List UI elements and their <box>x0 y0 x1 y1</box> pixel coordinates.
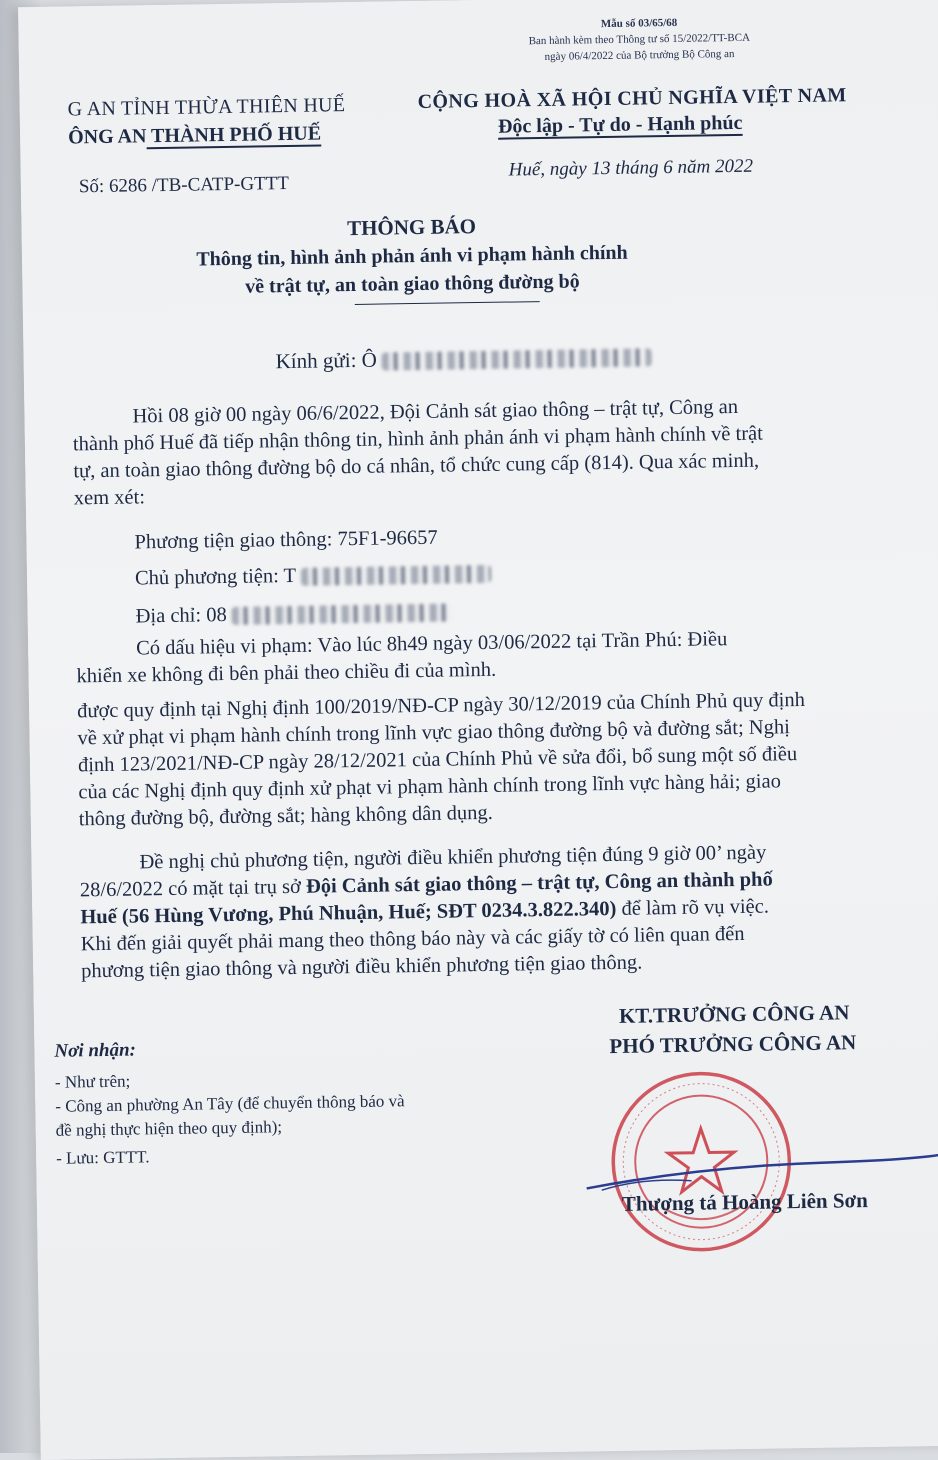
owner-line <box>135 562 491 591</box>
signature-title-2: PHÓ TRƯỞNG CÔNG AN <box>609 1030 857 1059</box>
para1-line3: tự, an toàn giao thông đường bộ do cá nhân, tổ chức cung cấp (814). Qua xác minh, <box>73 449 760 483</box>
subtitle-underline <box>355 301 540 305</box>
regulation-line2: về xử phạt vi phạm hành chính trong lĩnh vực giao thông đường bộ và đường sắt; Nghị <box>77 716 790 750</box>
form-issued-with: Ban hành kèm theo Thông tư số 15/2022/TT-BCA <box>528 31 751 48</box>
para1-line4: xem xét: <box>73 486 146 510</box>
signer-name: Thượng tá Hoàng Liên Sơn <box>621 1188 869 1216</box>
redacted-recipient-name <box>382 348 652 370</box>
request-line2-text: 28/6/2022 có mặt tại trụ sở <box>79 875 307 902</box>
request-line1: Đề nghị chủ phương tiện, người điều khiển phương tiện đúng 9 giờ 00’ ngày <box>139 841 767 874</box>
violation-line1: Có dấu hiệu vi phạm: Vào lúc 8h49 ngày 03/06/2022 tại Trần Phú: Điều <box>135 628 728 660</box>
regulation-line5: thông đường bộ, đường sắt; hàng không dân dụng. <box>78 801 493 831</box>
owner-label: Chủ phương tiện: T <box>134 564 296 590</box>
para1-line1: Hồi 08 giờ 00 ngày 06/6/2022, Đội Cảnh sát giao thông – trật tự, Công an <box>132 395 739 428</box>
para1-line2: thành phố Huế đã tiếp nhận thông tin, hình ảnh phản ánh vi phạm hành chính về trật <box>72 422 764 456</box>
request-line2-bold: Đội Cảnh sát giao thông – trật tự, Công an thành phố <box>305 868 773 898</box>
request-line3-text: để làm rõ vụ việc. <box>616 895 770 920</box>
place-date: Huế, ngày 13 tháng 6 năm 2022 <box>508 155 754 181</box>
document-number: Số: 6286 /TB-CATP-GTTT <box>78 172 290 198</box>
recipient-item-2: - Công an phường An Tây (để chuyển thông báo và <box>55 1091 405 1116</box>
form-note <box>528 14 750 65</box>
org-parent: G AN TỈNH THỪA THIÊN HUẾ <box>67 94 346 121</box>
document-page <box>18 0 938 1460</box>
national-motto: Độc lập - Tự do - Hạnh phúc <box>497 111 743 138</box>
org-name <box>68 122 321 149</box>
doc-subtitle-1: Thông tin, hình ảnh phản ánh vi phạm hành chính <box>196 241 628 271</box>
recipient-item-2-cont: đề nghị thực hiện theo quy định); <box>55 1117 283 1140</box>
nation-title: CỘNG HOÀ XÃ HỘI CHỦ NGHĨA VIỆT NAM <box>417 84 847 113</box>
recipient-item-3: - Lưu: GTTT. <box>55 1147 150 1168</box>
redacted-address <box>232 604 452 625</box>
regulation-line4: của các Nghị định quy định xử phạt vi phạm hành chính trong lĩnh vực hàng hải; giao <box>78 770 782 804</box>
form-number: Mẫu số 03/65/68 <box>600 16 678 31</box>
org-name-part-b: THÀNH PHỐ HUẾ <box>146 122 322 148</box>
vehicle-line: Phương tiện giao thông: 75F1-96657 <box>134 526 438 554</box>
org-name-part-a: ÔNG AN <box>67 125 147 149</box>
address-label: Địa chỉ: 08 <box>135 604 227 628</box>
signature-title-1: KT.TRƯỞNG CÔNG AN <box>618 1000 850 1028</box>
regulation-line1: được quy định tại Nghị định 100/2019/NĐ-CP ngày 30/12/2019 của Chính Phủ quy định <box>76 688 806 723</box>
recipient-item-1: - Như trên; <box>54 1071 131 1092</box>
violation-line2: khiển xe không đi bên phải theo chiều đi của mình. <box>76 658 497 688</box>
doc-title: THÔNG BÁO <box>346 214 477 241</box>
recipients-heading: Nơi nhận: <box>54 1039 137 1062</box>
request-line5: phương tiện giao thông và người điều khiển phương tiện giao thông. <box>81 951 643 983</box>
request-line3-bold: Huế (56 Hùng Vương, Phú Nhuận, Huế; SĐT 0234.3.822.340) <box>80 897 617 929</box>
doc-subtitle-2: về trật tự, an toàn giao thông đường bộ <box>245 270 580 298</box>
recipient-line <box>275 343 652 374</box>
form-issued-date: ngày 06/4/2022 của Bộ trưởng Bộ Công an <box>544 47 735 63</box>
redacted-owner-name <box>301 565 491 586</box>
recipient-label: Kính gửi: Ô <box>275 347 378 374</box>
regulation-line3: định 123/2021/NĐ-CP ngày 28/12/2021 của Chính Phủ về sửa đổi, bổ sung một số điều <box>77 743 798 777</box>
address-line <box>135 600 452 628</box>
request-line4: Khi đến giải quyết phải mang theo thông báo này và các giấy tờ có liên quan đến <box>80 922 745 956</box>
